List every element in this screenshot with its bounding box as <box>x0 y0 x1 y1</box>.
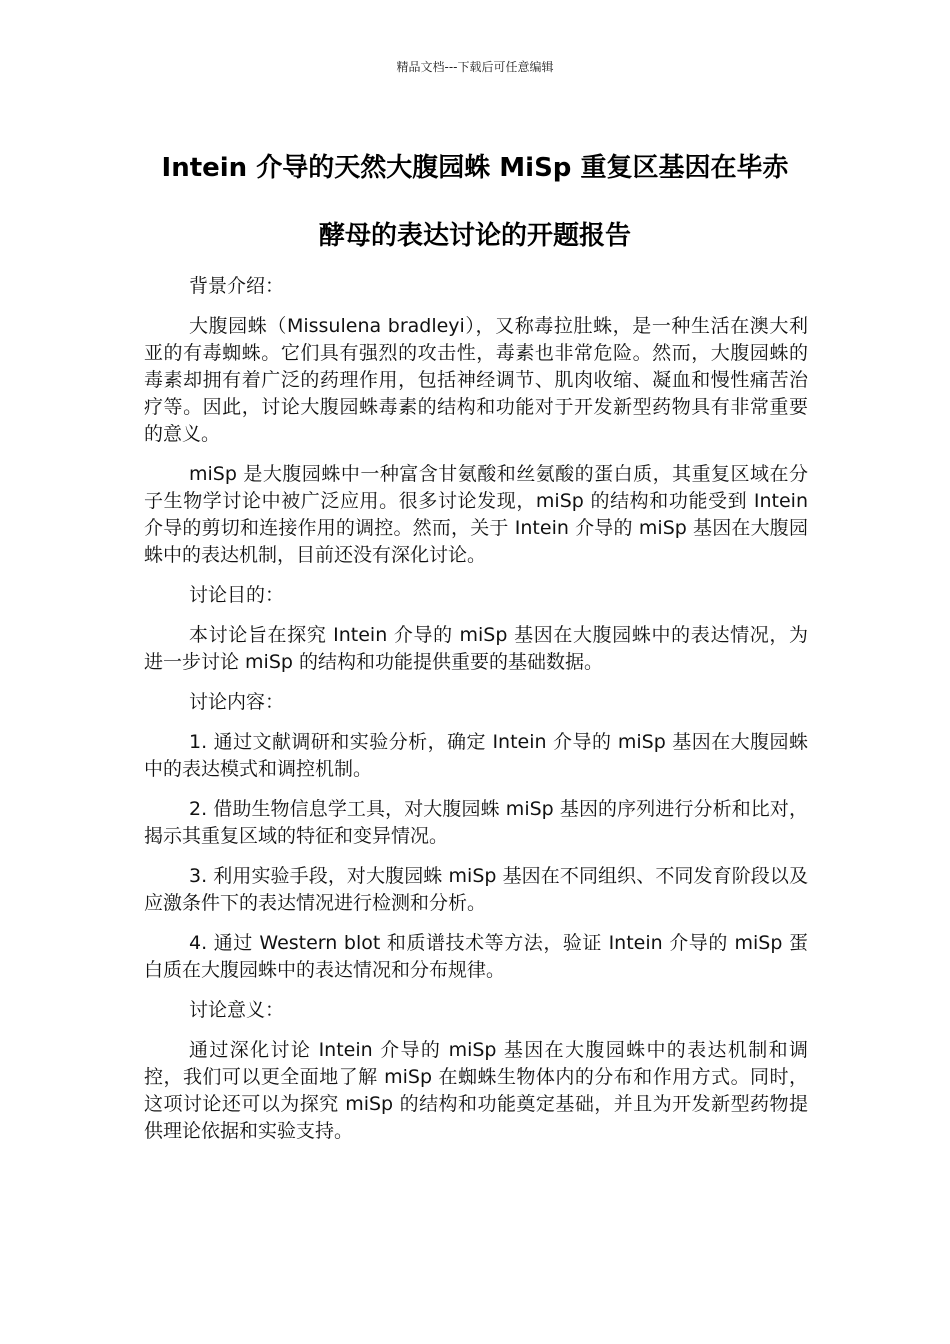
section-heading-purpose: 讨论目的： <box>189 584 285 606</box>
section-heading-content: 讨论内容： <box>189 691 285 713</box>
section-heading-background: 背景介绍： <box>189 275 285 297</box>
list-item-content-2: 2. 借助生物信息学工具，对大腹园蛛 miSp 基因的序列进行分析和比对，揭示其重复区域的特征和变异情况。 <box>144 798 808 847</box>
list-item-content-3: 3. 利用实验手段，对大腹园蛛 miSp 基因在不同组织、不同发育阶段以及应激条件下的表达情况进行检测和分析。 <box>144 865 808 914</box>
section-heading-significance: 讨论意义： <box>189 999 285 1021</box>
document-body <box>144 273 808 1158</box>
title-line-1: Intein 介导的天然大腹园蛛 MiSp 重复区基因在毕赤 <box>161 153 789 183</box>
paragraph-purpose: 本讨论旨在探究 Intein 介导的 miSp 基因在大腹园蛛中的表达情况，为进一步讨论 miSp 的结构和功能提供重要的基础数据。 <box>144 624 808 673</box>
header-note: 精品文档---下载后可任意编辑 <box>396 60 554 74</box>
title-line-2: 酵母的表达讨论的开题报告 <box>318 221 631 251</box>
list-item-content-4: 4. 通过 Western blot 和质谱技术等方法，验证 Intein 介导的 miSp 蛋白质在大腹园蛛中的表达情况和分布规律。 <box>144 932 808 981</box>
document-title <box>140 134 810 270</box>
paragraph-significance: 通过深化讨论 Intein 介导的 miSp 基因在大腹园蛛中的表达机制和调控，我们可以更全面地了解 miSp 在蜘蛛生物体内的分布和作用方式。同时，这项讨论还可以为探究 miSp 的结构和功能奠定基础，并且为开发新型药物提供理论依据和实验支持。 <box>144 1039 808 1142</box>
list-item-content-1: 1. 通过文献调研和实验分析，确定 Intein 介导的 miSp 基因在大腹园蛛中的表达模式和调控机制。 <box>144 731 808 780</box>
paragraph-background-2: miSp 是大腹园蛛中一种富含甘氨酸和丝氨酸的蛋白质，其重复区域在分子生物学讨论中被广泛应用。很多讨论发现，miSp 的结构和功能受到 Intein 介导的剪切和连接作用的调控。然而，关于 Intein 介导的 miSp 基因在大腹园蛛中的表达机制，目前还没有深化讨论。 <box>144 463 808 566</box>
paragraph-background-1: 大腹园蛛（Missulena bradleyi），又称毒拉肚蛛，是一种生活在澳大利亚的有毒蜘蛛。它们具有强烈的攻击性，毒素也非常危险。然而，大腹园蛛的毒素却拥有着广泛的药理作用，包括神经调节、肌肉收缩、凝血和慢性痛苦治疗等。因此，讨论大腹园蛛毒素的结构和功能对于开发新型药物具有非常重要的意义。 <box>144 315 808 445</box>
